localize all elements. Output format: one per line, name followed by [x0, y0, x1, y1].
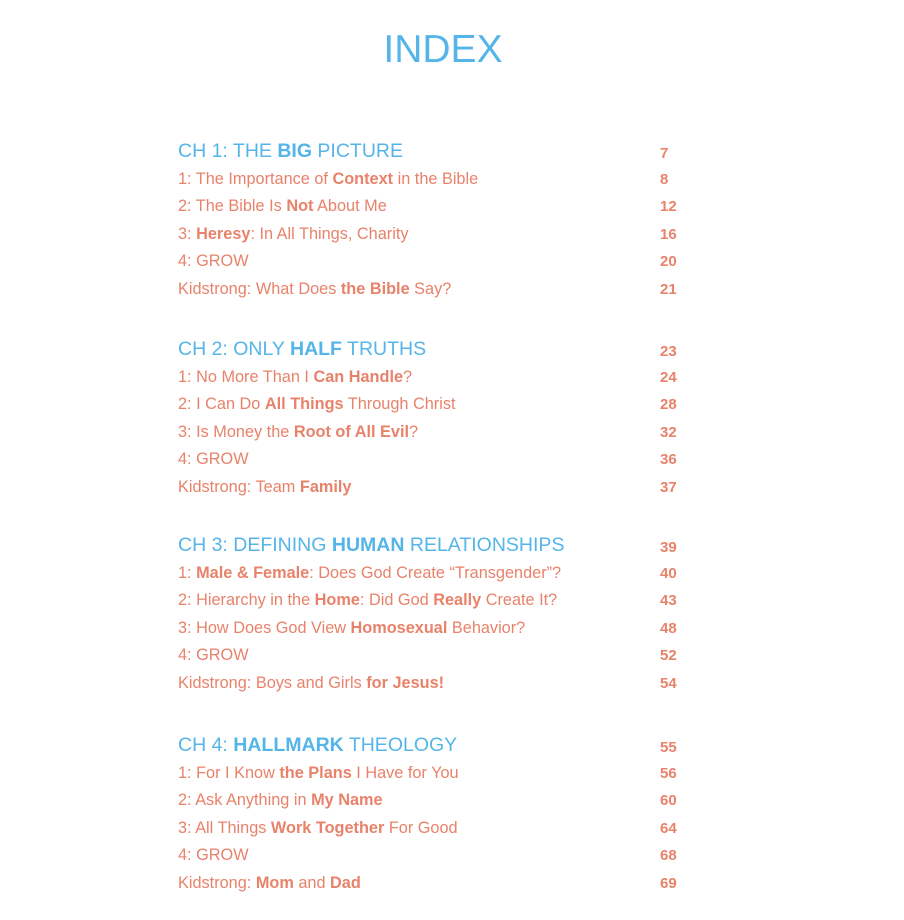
entry-title-part: and — [293, 873, 331, 892]
index-entry — [178, 366, 698, 394]
entry-page-number: 16 — [660, 225, 677, 243]
index-entry — [178, 393, 698, 421]
index-entry — [178, 168, 698, 196]
chapter-heading-part: THEOLOGY — [343, 734, 458, 756]
chapter-page-number: 55 — [660, 739, 677, 756]
chapter-heading-part: TRUTHS — [341, 338, 427, 360]
entry-title-part: 1: — [178, 563, 197, 582]
entry-page-number: 28 — [660, 396, 677, 414]
entry-page-number: 32 — [660, 423, 677, 441]
entry-title-part: Work Together — [270, 818, 385, 837]
entry-title — [178, 791, 383, 810]
entry-title-part: Root of All Evil — [293, 422, 410, 441]
entry-title-part: the Bible — [340, 279, 410, 298]
entry-title-part: Heresy — [196, 224, 251, 243]
entry-title-part: : Did God — [359, 591, 434, 610]
entry-title — [178, 564, 561, 583]
entry-title — [178, 170, 478, 189]
chapter-heading-part: HALLMARK — [233, 734, 344, 756]
entry-title-part: All Things — [264, 395, 344, 414]
index-entry — [178, 250, 698, 278]
entry-title-part: Mom — [255, 873, 294, 892]
entry-page-number: 52 — [660, 647, 677, 665]
chapter-heading-part: CH 2: ONLY — [178, 338, 290, 360]
entry-page-number: 54 — [660, 674, 677, 692]
entry-title-part: 3: — [178, 224, 197, 243]
entry-title-part: 3: How Does God View — [178, 618, 351, 637]
index-entry — [178, 817, 698, 845]
entry-title-part: 2: Hierarchy in the — [178, 591, 315, 610]
entry-title-part: 2: The Bible Is — [178, 197, 287, 216]
entry-title-part: the Plans — [279, 763, 352, 782]
index-entry — [178, 762, 698, 790]
entry-title-part: 4: GROW — [178, 646, 249, 665]
chapter-heading — [178, 534, 564, 557]
entry-title-part: Homosexual — [350, 618, 448, 637]
chapter-heading-part: BIG — [277, 140, 312, 162]
index-entry — [178, 421, 698, 449]
entry-title-part: Kidstrong: — [178, 873, 256, 892]
index-entry — [178, 672, 698, 700]
entry-title — [178, 280, 451, 299]
entry-title-part: 1: The Importance of — [178, 169, 333, 188]
entry-page-number: 21 — [660, 280, 677, 298]
entry-title-part: My Name — [311, 791, 383, 810]
entry-title — [178, 819, 458, 838]
entry-title-part: 4: GROW — [178, 450, 249, 469]
entry-title-part: : Does God Create “Transgender”? — [309, 563, 562, 582]
entry-title-part: for Jesus! — [366, 673, 445, 692]
entry-title-part: Can Handle — [313, 367, 404, 386]
entry-page-number: 69 — [660, 874, 677, 892]
entry-title — [178, 646, 249, 665]
index-entry — [178, 617, 698, 645]
chapter-heading-part: HALF — [289, 338, 342, 360]
entry-page-number: 60 — [660, 792, 677, 810]
index-entry — [178, 844, 698, 872]
chapter-3-section — [178, 534, 698, 700]
index-entry — [178, 589, 698, 617]
chapter-2-section — [178, 338, 698, 504]
entry-title-part: in the Bible — [393, 169, 479, 188]
entry-page-number: 20 — [660, 253, 677, 271]
entry-title-part: Kidstrong: Boys and Girls — [178, 673, 367, 692]
index-entry — [178, 278, 698, 306]
chapter-heading-part: HUMAN — [331, 534, 405, 556]
chapter-page-number: 23 — [660, 343, 677, 360]
entry-page-number: 68 — [660, 847, 677, 865]
entry-title-part: Not — [286, 197, 314, 216]
index-entry — [178, 562, 698, 590]
index-entry — [178, 448, 698, 476]
entry-title — [178, 423, 418, 442]
entry-title — [178, 395, 456, 414]
entry-title-part: Dad — [330, 873, 361, 892]
entry-title-part: 2: I Can Do — [178, 395, 265, 414]
entry-title — [178, 674, 444, 693]
chapter-heading-row — [178, 338, 698, 366]
entry-title-part: 1: No More Than I — [178, 367, 314, 386]
index-entry — [178, 223, 698, 251]
entry-title — [178, 478, 351, 497]
chapter-page-number: 39 — [660, 539, 677, 556]
entry-title-part: 4: GROW — [178, 252, 249, 271]
index-entry — [178, 644, 698, 672]
entry-page-number: 24 — [660, 368, 677, 386]
index-entry — [178, 195, 698, 223]
chapter-heading-part: CH 4: — [178, 734, 234, 756]
entry-title — [178, 619, 525, 638]
chapter-1-section — [178, 140, 698, 306]
entry-title-part: Context — [332, 169, 394, 188]
entry-title-part: 2: Ask Anything in — [178, 791, 312, 810]
entry-title — [178, 764, 459, 783]
entry-page-number: 48 — [660, 619, 677, 637]
entry-title-part: Behavior? — [447, 618, 526, 637]
entry-title-part: 1: For I Know — [178, 763, 280, 782]
entry-title — [178, 874, 361, 893]
entry-title-part: 3: Is Money the — [178, 422, 294, 441]
entry-title-part: ? — [409, 422, 419, 441]
entry-title-part: Create It? — [481, 591, 558, 610]
index-entry — [178, 476, 698, 504]
entry-title-part: I Have for You — [351, 763, 459, 782]
entry-title-part: Say? — [409, 279, 452, 298]
entry-title-part: About Me — [313, 197, 387, 216]
entry-title-part: Kidstrong: What Does — [178, 279, 341, 298]
chapter-heading-row — [178, 734, 698, 762]
entry-page-number: 64 — [660, 819, 677, 837]
entry-title-part: Kidstrong: Team — [178, 477, 300, 496]
entry-title — [178, 252, 249, 271]
entry-title — [178, 591, 557, 610]
entry-title-part: For Good — [384, 818, 458, 837]
chapter-heading-part: PICTURE — [312, 140, 404, 162]
entry-title — [178, 368, 412, 387]
chapter-heading-row — [178, 140, 698, 168]
chapter-heading — [178, 734, 457, 757]
index-entry — [178, 872, 698, 900]
entry-title — [178, 846, 249, 865]
chapter-heading-part: CH 1: THE — [178, 140, 278, 162]
entry-page-number: 36 — [660, 451, 677, 469]
entry-page-number: 40 — [660, 564, 677, 582]
entry-title-part: 3: All Things — [178, 818, 271, 837]
entry-title-part: Through Christ — [343, 395, 456, 414]
entry-title-part: 4: GROW — [178, 846, 249, 865]
chapter-heading — [178, 338, 426, 361]
entry-page-number: 43 — [660, 592, 677, 610]
entry-title-part: : In All Things, Charity — [250, 224, 409, 243]
entry-title-part: Home — [314, 591, 360, 610]
chapter-heading-part: RELATIONSHIPS — [404, 534, 565, 556]
entry-title — [178, 450, 249, 469]
chapter-page-number: 7 — [660, 145, 669, 162]
chapter-heading-row — [178, 534, 698, 562]
entry-title-part: ? — [403, 367, 413, 386]
chapter-heading — [178, 140, 403, 163]
entry-page-number: 12 — [660, 198, 677, 216]
entry-page-number: 37 — [660, 478, 677, 496]
chapter-4-section — [178, 734, 698, 900]
entry-title-part: Male & Female — [196, 563, 310, 582]
entry-page-number: 56 — [660, 764, 677, 782]
entry-title-part: Really — [433, 591, 482, 610]
chapter-heading-part: CH 3: DEFINING — [178, 534, 332, 556]
index-entry — [178, 789, 698, 817]
entry-page-number: 8 — [660, 170, 669, 188]
entry-title-part: Family — [299, 477, 352, 496]
entry-title — [178, 197, 387, 216]
page-title: INDEX — [383, 28, 503, 71]
entry-title — [178, 225, 409, 244]
